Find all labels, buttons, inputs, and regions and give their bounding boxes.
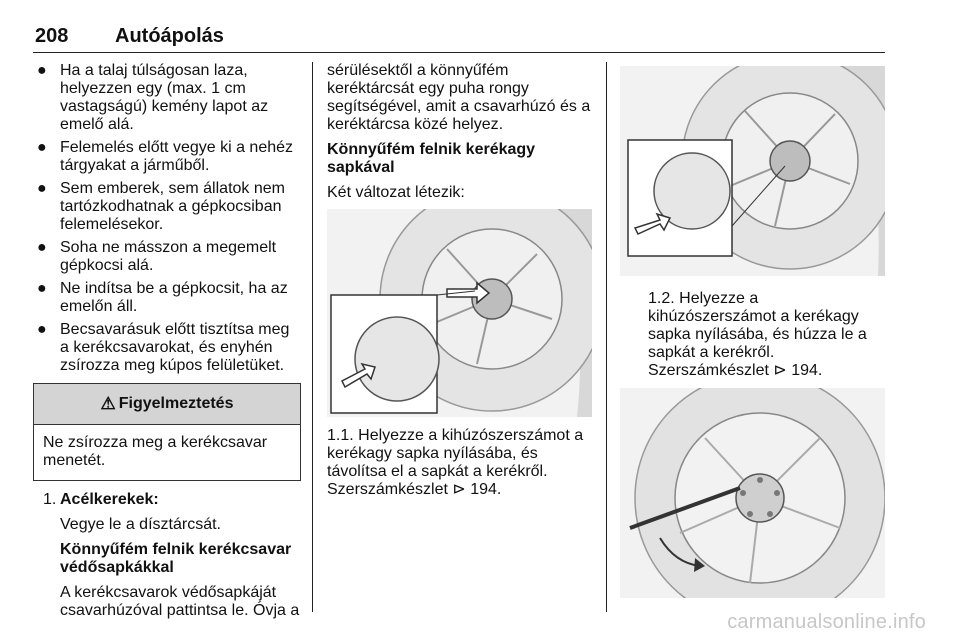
warning-header xyxy=(34,384,300,425)
bullet-text: Sem emberek, sem állatok nem tartózkodhatnak a gépkocsiban felemelésekor. xyxy=(60,180,285,233)
page-header xyxy=(33,24,885,53)
list-item xyxy=(33,139,301,175)
bullet-icon: ● xyxy=(37,321,47,338)
caption-page-ref: 194. xyxy=(465,481,502,498)
bullet-text: Ne indítsa be a gépkocsit, ha az emelőn áll. xyxy=(60,280,288,315)
warning-icon: ⚠ xyxy=(100,394,116,413)
wheel-illustration xyxy=(620,66,885,276)
figure-caption xyxy=(620,290,886,380)
caption-text: 1.1. Helyezze a kihúzószerszámot a kerékagy sapka nyílásába, és távolítsa el a sapkát a kerékről. Szerszámkészlet xyxy=(327,427,584,498)
paragraph: Két változat létezik: xyxy=(327,184,465,201)
section-heading: Könnyűfém felnik kerékagy sapkával xyxy=(327,141,536,176)
list-item xyxy=(33,62,301,134)
caption-page-ref: 194. xyxy=(786,362,823,379)
warning-box xyxy=(33,383,301,481)
list-item xyxy=(33,321,301,375)
page-reference-icon: ⊳ xyxy=(452,481,466,498)
figure-wheel-tool xyxy=(620,388,885,598)
bullet-text: Ha a talaj túlságosan laza, helyezzen egy (max. 1 cm vastagságú) kemény lapot az emelő alá. xyxy=(60,62,269,133)
bullet-icon: ● xyxy=(37,62,47,79)
watermark: carmanualsonline.info xyxy=(727,611,926,633)
item-text: A kerékcsavarok védősapkáját csavarhúzóval pattintsa le. Óvja a xyxy=(60,584,300,619)
column-2 xyxy=(327,62,592,499)
column-divider xyxy=(312,62,313,612)
warning-body: Ne zsírozza meg a kerékcsavar menetét. xyxy=(43,434,268,469)
list-item xyxy=(33,239,301,275)
page-number: 208 xyxy=(35,25,69,47)
list-item xyxy=(33,180,301,234)
item-subheading: Könnyűfém felnik kerékcsavar védősapkákkal xyxy=(60,541,292,576)
page-reference-icon: ⊳ xyxy=(773,362,787,379)
bullet-icon: ● xyxy=(37,180,47,197)
wheel-illustration xyxy=(327,209,592,417)
bullet-text: Felemelés előtt vegye ki a nehéz tárgyakat a járműből. xyxy=(60,139,294,174)
figure-wheel-hub-cap-removal-1 xyxy=(327,209,592,417)
bullet-icon: ● xyxy=(37,239,47,256)
wheel-illustration xyxy=(620,388,885,598)
bullet-text: Becsavarásuk előtt tisztítsa meg a kerékcsavarokat, és enyhén zsírozza meg kúpos felületüket. xyxy=(60,321,290,374)
warning-title: Figyelmeztetés xyxy=(118,395,234,412)
bullet-text: Soha ne másszon a megemelt gépkocsi alá. xyxy=(60,239,277,274)
figure-wheel-hub-cap-removal-2 xyxy=(620,66,885,276)
bullet-list xyxy=(33,62,301,375)
column-3 xyxy=(620,62,886,598)
figure-caption xyxy=(327,427,592,499)
paragraph: sérülésektől a könnyűfém keréktárcsát egy puha rongy segítségével, amit a csavarhúzó és a keréktárcsa közé helyez. xyxy=(327,62,591,133)
item-number: 1. xyxy=(43,491,57,508)
page-title: Autóápolás xyxy=(115,25,224,47)
item-heading: Acélkerekek: xyxy=(60,491,159,508)
item-text: Vegye le a dísztárcsát. xyxy=(60,516,221,533)
bullet-icon: ● xyxy=(37,139,47,156)
bullet-icon: ● xyxy=(37,280,47,297)
column-divider xyxy=(606,62,607,612)
column-1 xyxy=(33,62,301,620)
caption-text: 1.2. Helyezze a kihúzószerszámot a kerékagy sapka nyílásába, és húzza le a sapkát a kerékről. Szerszámkészlet xyxy=(648,290,867,379)
list-item xyxy=(33,280,301,316)
numbered-item xyxy=(33,491,301,620)
